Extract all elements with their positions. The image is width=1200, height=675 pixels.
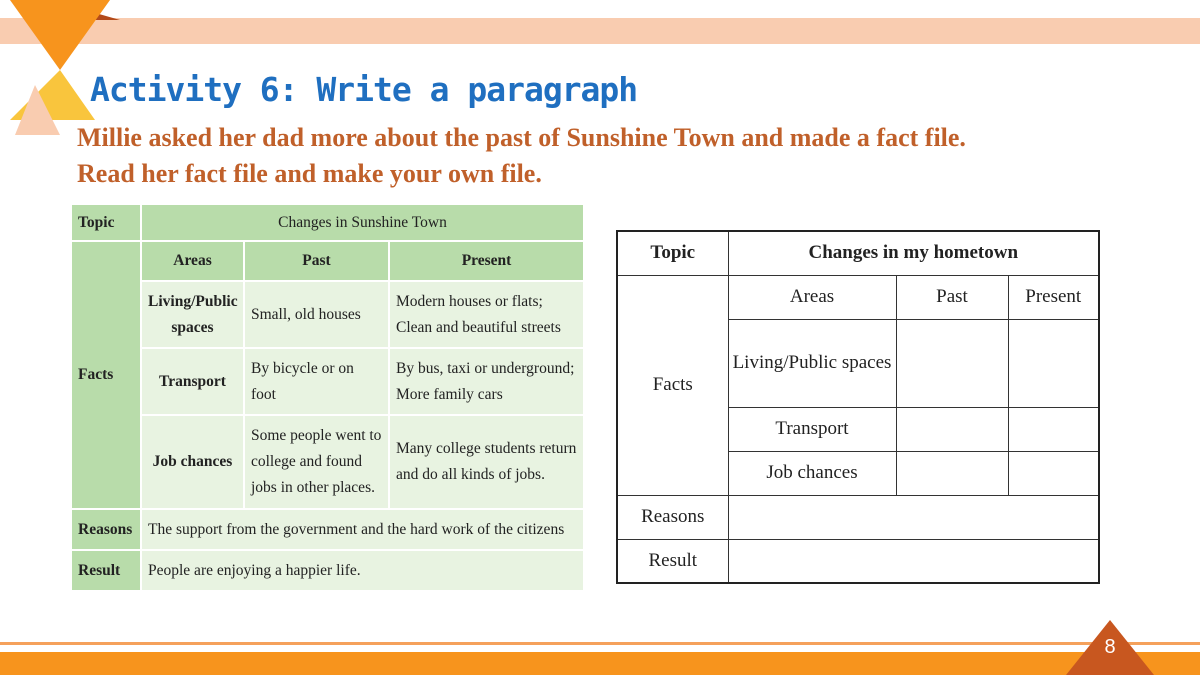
mine-blank-cell[interactable] bbox=[1008, 451, 1099, 495]
mine-topic-label: Topic bbox=[617, 231, 728, 275]
mine-row-area: Job chances bbox=[728, 451, 896, 495]
ff-result-value: People are enjoying a happier life. bbox=[141, 550, 584, 591]
ff-header-past: Past bbox=[244, 241, 389, 281]
ff-header-areas: Areas bbox=[141, 241, 244, 281]
mine-blank-cell[interactable] bbox=[1008, 407, 1099, 451]
mine-topic-value: Changes in my hometown bbox=[728, 231, 1099, 275]
ff-reasons-label: Reasons bbox=[71, 509, 141, 550]
bottom-decor-band bbox=[0, 652, 1200, 675]
instructions bbox=[77, 120, 966, 192]
page-number: 8 bbox=[1104, 636, 1116, 658]
mine-reasons-label: Reasons bbox=[617, 495, 728, 539]
mine-result-label: Result bbox=[617, 539, 728, 583]
mine-blank-cell[interactable] bbox=[896, 451, 1008, 495]
mine-row-area: Living/Public spaces bbox=[728, 319, 896, 407]
instruction-line-1: Millie asked her dad more about the past of Sunshine Town and made a fact file. bbox=[77, 123, 966, 152]
mine-header-past: Past bbox=[896, 275, 1008, 319]
ff-row-present: Modern houses or flats; Clean and beautiful streets bbox=[389, 281, 584, 348]
ff-row-area: Living/Public spaces bbox=[141, 281, 244, 348]
ff-topic-label: Topic bbox=[71, 204, 141, 241]
mine-facts-label: Facts bbox=[617, 275, 728, 495]
activity-title: Activity 6: Write a paragraph bbox=[90, 70, 638, 109]
mine-header-present: Present bbox=[1008, 275, 1099, 319]
ff-result-label: Result bbox=[71, 550, 141, 591]
ff-facts-label: Facts bbox=[71, 241, 141, 509]
my-fact-file-table bbox=[616, 230, 1100, 584]
ff-header-present: Present bbox=[389, 241, 584, 281]
mine-blank-cell[interactable] bbox=[896, 319, 1008, 407]
ff-row-past: By bicycle or on foot bbox=[244, 348, 389, 415]
ff-row-area: Job chances bbox=[141, 415, 244, 509]
bottom-decor-line bbox=[0, 642, 1200, 645]
ff-row-past: Small, old houses bbox=[244, 281, 389, 348]
millie-fact-file-table bbox=[70, 203, 585, 592]
ff-row-past: Some people went to college and found jobs in other places. bbox=[244, 415, 389, 509]
top-decor-band bbox=[0, 18, 1200, 44]
ff-row-present: By bus, taxi or underground; More family cars bbox=[389, 348, 584, 415]
ff-row-present: Many college students return and do all kinds of jobs. bbox=[389, 415, 584, 509]
instruction-line-2: Read her fact file and make your own file. bbox=[77, 159, 542, 188]
mine-header-areas: Areas bbox=[728, 275, 896, 319]
mine-row-area: Transport bbox=[728, 407, 896, 451]
ff-reasons-value: The support from the government and the hard work of the citizens bbox=[141, 509, 584, 550]
ff-topic-value: Changes in Sunshine Town bbox=[141, 204, 584, 241]
mine-blank-cell[interactable] bbox=[896, 407, 1008, 451]
ff-row-area: Transport bbox=[141, 348, 244, 415]
corner-triangle-decoration bbox=[0, 0, 130, 135]
mine-reasons-blank[interactable] bbox=[728, 495, 1099, 539]
mine-blank-cell[interactable] bbox=[1008, 319, 1099, 407]
mine-result-blank[interactable] bbox=[728, 539, 1099, 583]
